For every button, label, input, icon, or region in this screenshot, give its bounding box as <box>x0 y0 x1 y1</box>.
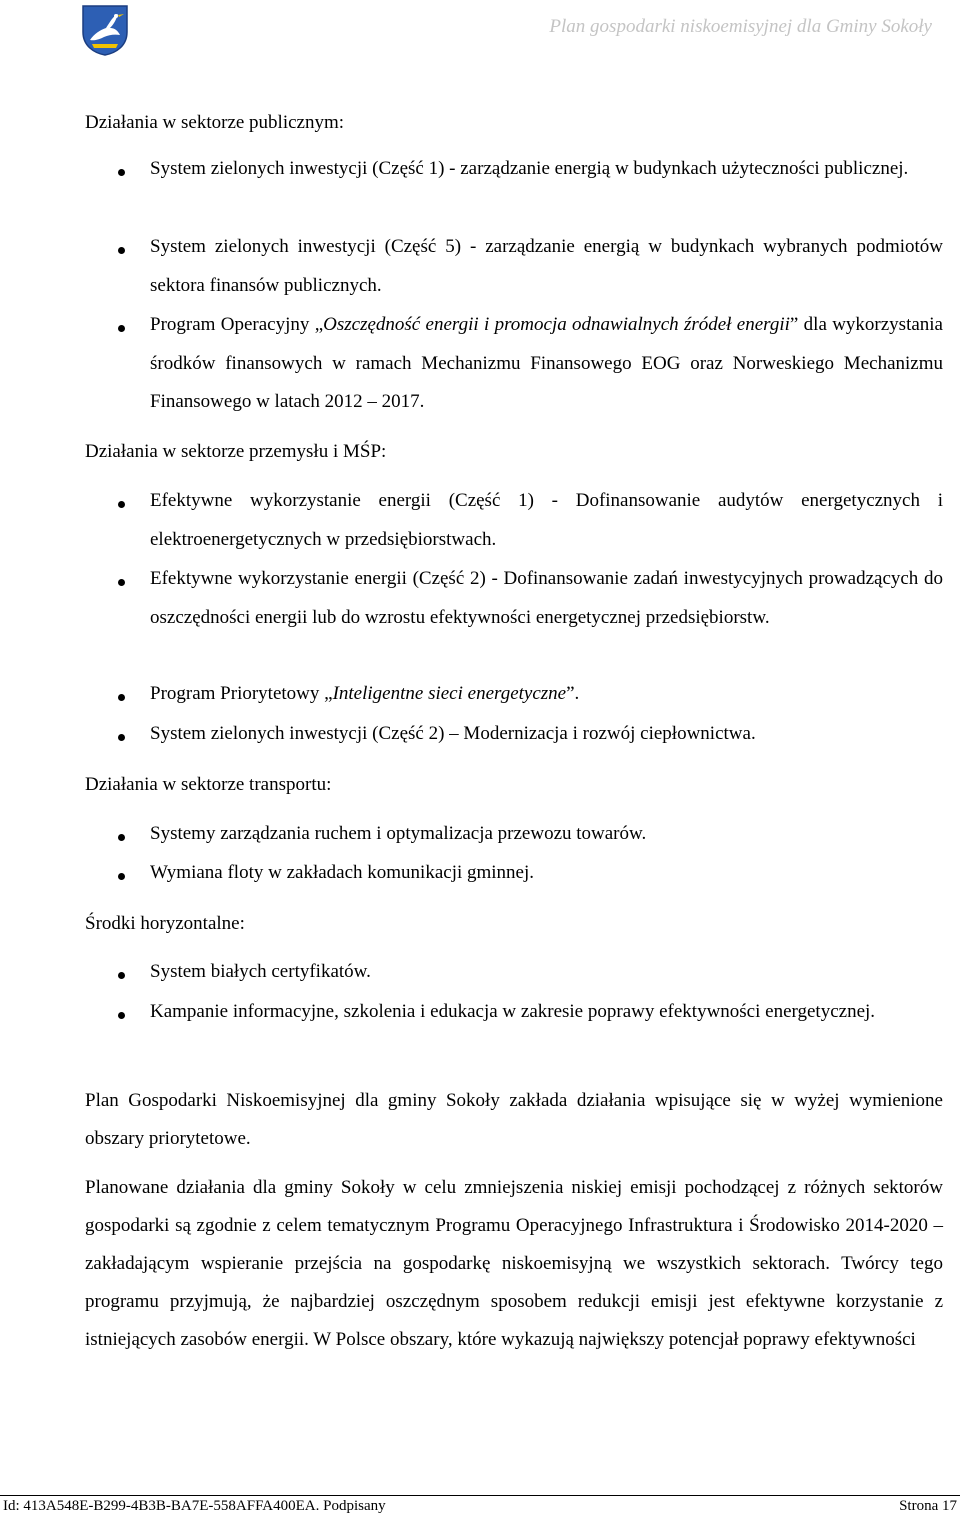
italic-title-text: Oszczędność energii i promocja odnawialnych źródeł energii <box>323 314 790 335</box>
list-item-run: Program Operacyjny „ <box>150 314 324 335</box>
list-item-run: Program Priorytetowy „ <box>150 683 333 704</box>
list-item-run: System zielonych inwestycji (Część 5) - zarządzanie energią w budynkach wybranych podmiotów sektora finansów publicznych. <box>150 236 943 296</box>
bullet-icon <box>118 501 125 508</box>
list-item-text <box>150 815 943 854</box>
list-item-text <box>150 306 943 422</box>
bullet-icon <box>118 169 125 176</box>
bullet-icon <box>118 834 125 841</box>
list-item-text <box>150 228 943 305</box>
bullet-icon <box>118 579 125 586</box>
list-item-text <box>150 482 943 559</box>
bullet-icon <box>118 972 125 979</box>
bullet-icon <box>118 694 125 701</box>
body-paragraph: Plan Gospodarki Niskoemisyjnej dla gminy Sokoły zakłada działania wpisujące się w wyżej wymienione obszary priorytetowe. <box>85 1090 943 1149</box>
bullet-icon <box>118 873 125 880</box>
list-item-run: System białych certyfikatów. <box>150 961 371 982</box>
bullet-icon <box>118 734 125 741</box>
bullet-icon <box>118 247 125 254</box>
list-item-text <box>150 953 943 992</box>
list-item-text <box>150 993 943 1032</box>
list-item-run: Efektywne wykorzystanie energii (Część 1) - Dofinansowanie audytów energetycznych i elektroenergetycznych w przedsiębiorstwach. <box>150 490 943 550</box>
list-item-run: System zielonych inwestycji (Część 1) - zarządzanie energią w budynkach użyteczności publicznej. <box>150 158 909 179</box>
list-item-run: System zielonych inwestycji (Część 2) – Modernizacja i rozwój ciepłownictwa. <box>150 723 756 744</box>
body-paragraph: Planowane działania dla gminy Sokoły w celu zmniejszenia niskiej emisji pochodzącej z różnych sektorów gospodarki są zgodnie z celem tematycznym Programu Operacyjnego Infrastruktura i Środowisko 2014-2020 – zakładającym wspieranie przejścia na gospodarkę niskoemisyjną we wszystkich sektorach. Twórcy tego programu przyjmują, że najbardziej oszczędnym sposobem redukcji emisji jest efektywne korzystanie z istniejących zasobów energii. W Polsce obszary, które wykazują największy potencjał poprawy efektywności <box>85 1177 943 1350</box>
bullet-icon <box>118 325 125 332</box>
section-heading: Działania w sektorze publicznym: <box>85 112 345 133</box>
list-item-run: Efektywne wykorzystanie energii (Część 2) - Dofinansowanie zadań inwestycyjnych prowadzących do oszczędności energii lub do wzrostu efektywności energetycznej przedsiębiorstw. <box>150 568 943 628</box>
list-item-text <box>150 560 943 637</box>
list-item-run: ”. <box>566 683 580 704</box>
bullet-icon <box>118 1012 125 1019</box>
document-id: Id: 413A548E-B299-4B3B-BA7E-558AFFA400EA. Podpisany <box>3 1498 386 1514</box>
coat-of-arms-icon <box>80 4 130 56</box>
footer-divider <box>0 1495 960 1496</box>
section-heading: Działania w sektorze przemysłu i MŚP: <box>85 441 387 462</box>
list-item-text <box>150 675 943 714</box>
list-item-text <box>150 854 943 893</box>
section-heading: Środki horyzontalne: <box>85 913 245 934</box>
list-item-run: Kampanie informacyjne, szkolenia i edukacja w zakresie poprawy efektywności energetycznej. <box>150 1001 876 1022</box>
running-title: Plan gospodarki niskoemisyjnej dla Gminy Sokoły <box>549 16 932 37</box>
italic-title-text: Inteligentne sieci energetyczne <box>332 683 567 704</box>
page-number: Strona 17 <box>899 1498 957 1514</box>
list-item-run: Systemy zarządzania ruchem i optymalizacja przewozu towarów. <box>150 823 647 844</box>
list-item-run: Wymiana floty w zakładach komunikacji gminnej. <box>150 862 535 883</box>
section-heading: Działania w sektorze transportu: <box>85 774 332 795</box>
list-item-text <box>150 150 943 189</box>
list-item-run: ” dla wykorzystania środków finansowych w ramach Mechanizmu Finansowego EOG oraz Norweskiego Mechanizmu Finansowego w latach 2012 – 2017. <box>150 314 943 412</box>
list-item-text <box>150 715 943 754</box>
